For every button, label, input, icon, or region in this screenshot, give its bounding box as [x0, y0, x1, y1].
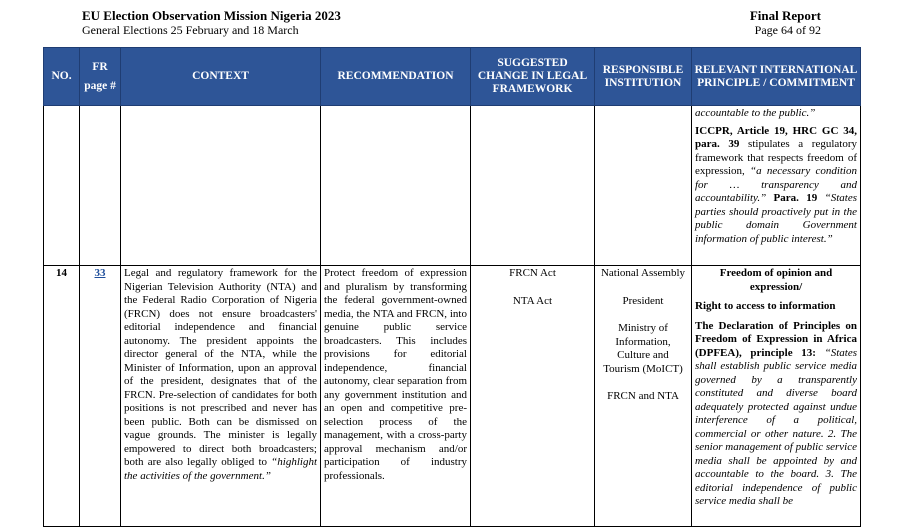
institution-frcn-nta: FRCN and NTA	[607, 390, 679, 402]
iccpr-paragraph	[695, 125, 857, 247]
table-row-continuation	[44, 106, 861, 266]
legal-change-frcn: FRCN Act	[509, 267, 556, 279]
cell-legal-change	[471, 266, 595, 527]
context-text-block	[124, 267, 317, 525]
col-header-principle: RELEVANT INTERNATIONAL PRINCIPLE / COMMITMENT	[692, 48, 861, 106]
col-header-institution: RESPONSIBLE INSTITUTION	[595, 48, 692, 106]
context-text: Legal and regulatory framework for the Nigerian Television Authority (NTA) and the Federal Radio Corporation of Nigeria (FRCN) does not ensure broadcasters' editorial independence and financial autonomy. The president appoints the director general of the NTA, while the Minister of Information, upon an approval of the president, designates that of the FRCN. Pre-selection of candidates for both positions is not prescribed and never has been public. Both can be dismissed on vague grounds. The minister is legally empowered to direct both broadcasters; both are also legally obliged to	[124, 267, 317, 468]
dpfea-quote: “States shall establish public service media governed by a transparently constituted and diverse board adequately protected against undue interference of a political, commercial or other nature. 2. The senior management of public service media shall be appointed by and accountable to the board. 3. The editorial independence of public service media shall be	[695, 346, 857, 507]
fr-page-link[interactable]: 33	[94, 267, 106, 279]
col-header-recommendation: RECOMMENDATION	[321, 48, 471, 106]
cell-empty	[471, 106, 595, 266]
col-header-context: CONTEXT	[121, 48, 321, 106]
cell-empty	[595, 106, 692, 266]
cell-institution	[595, 266, 692, 527]
report-subtitle: General Elections 25 February and 18 March	[82, 23, 299, 37]
iccpr-ref: ICCPR, Article 19, HRC GC 34, para. 39	[695, 124, 857, 150]
recommendations-table	[43, 47, 861, 527]
iccpr-quote-2: “States parties should proactively put in the public domain Government information of public interest.”	[695, 192, 857, 245]
col-header-fr-line1: FR	[92, 60, 108, 73]
institution-moict: Ministry of Information, Culture and Tourism (MoICT)	[603, 322, 683, 375]
cell-empty	[321, 106, 471, 266]
cell-empty	[80, 106, 121, 266]
cell-context	[121, 266, 321, 527]
institution-national-assembly: National Assembly	[600, 267, 686, 279]
row-number: 14	[44, 266, 80, 527]
col-header-no: NO.	[44, 48, 80, 106]
cell-recommendation	[321, 266, 471, 527]
principle-heading-2: Right to access to information	[695, 300, 836, 312]
page-number: Page 64 of 92	[754, 23, 821, 37]
cell-principle-continued	[692, 106, 861, 266]
recommendation-text: Protect freedom of expression and pluralism by transforming the federal government-owned media, the NTA and FRCN, into genuine public service broadcasters. This includes provisions for editorial independence, financial autonomy, clear separation from any government institution and an open and competitive pre-selection process of the management, with a cross-party approval mechanism and/or participation of industry professionals.	[324, 267, 467, 482]
cell-principle	[692, 266, 861, 527]
principle-heading-1: Freedom of opinion and expression/	[719, 267, 833, 293]
context-quote: “highlight the activities of the government.”	[124, 456, 317, 482]
document-header	[82, 8, 341, 37]
table-header-row	[44, 48, 861, 106]
page-info	[750, 8, 821, 37]
iccpr-para-ref: Para. 19	[766, 192, 818, 204]
legal-change-nta: NTA Act	[512, 294, 553, 307]
dpfea-paragraph	[695, 320, 857, 509]
cell-empty	[44, 106, 80, 266]
principle-continued-text: accountable to the public.”	[695, 107, 816, 119]
table-row	[44, 266, 861, 527]
cell-empty	[121, 106, 321, 266]
report-title: EU Election Observation Mission Nigeria 2023	[82, 8, 341, 23]
col-header-fr-line2: page #	[84, 79, 116, 92]
iccpr-quote: “a necessary condition for … transparency and accountability.”	[695, 165, 857, 204]
col-header-change: SUGGESTED CHANGE IN LEGAL FRAMEWORK	[471, 48, 595, 106]
report-type: Final Report	[749, 8, 821, 23]
cell-fr-page	[80, 266, 121, 527]
principle-text-block	[695, 267, 857, 525]
col-header-fr	[80, 48, 121, 106]
iccpr-text: stipulates a regulatory framework that respects freedom of expression,	[695, 138, 857, 177]
institution-president: President	[622, 294, 664, 307]
dpfea-ref: The Declaration of Principles on Freedom of Expression in Africa (DPFEA), principle 13:	[695, 319, 857, 359]
